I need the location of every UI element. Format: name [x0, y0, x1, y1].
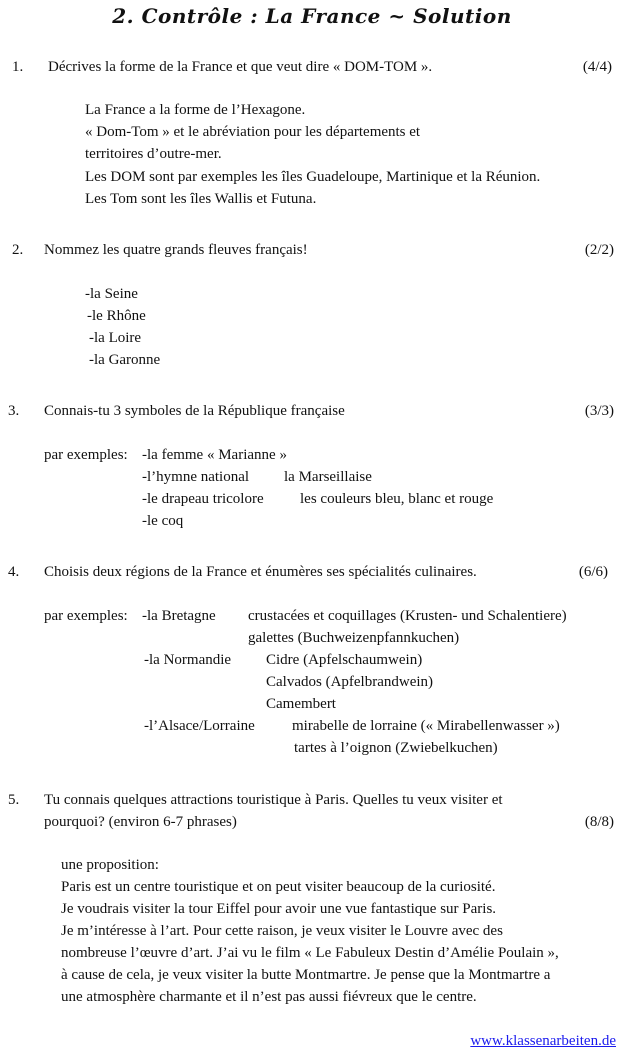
answer-line: une atmosphère charmante et il n’est pas aussi fiévreux que le centre. [61, 989, 477, 1005]
answer-line: Paris est un centre touristique et on peut visiter beaucoup de la curiosité. [61, 879, 496, 895]
answer-line: une proposition: [61, 857, 159, 873]
region-item: Calvados (Apfelbrandwein) [266, 674, 434, 690]
answer-line: Les Tom sont les îles Wallis et Futuna. [85, 191, 317, 207]
symbol-label: -la femme « Marianne » [142, 447, 287, 463]
region-item: tartes à l’oignon (Zwiebelkuchen) [294, 740, 498, 756]
answer-line: -la Garonne [89, 352, 161, 368]
question-points: (3/3) [584, 403, 614, 419]
answer-line: nombreuse l’œuvre d’art. J’ai vu le film « Le Fabuleux Destin d’Amélie Poulain », [61, 945, 559, 961]
symbol-detail: la Marseillaise [284, 469, 372, 485]
answer-line: « Dom-Tom » et le abréviation pour les départements et [85, 124, 421, 140]
page-title: 2. Contrôle : La France ~ Solution [112, 4, 512, 28]
examples-intro: par exemples: [44, 608, 128, 624]
region-item: Cidre (Apfelschaumwein) [266, 652, 423, 668]
question-text: Tu connais quelques attractions touristique à Paris. Quelles tu veux visiter et [44, 792, 503, 808]
question-text: Connais-tu 3 symboles de la République française [44, 403, 345, 419]
region-name: -l’Alsace/Lorraine [144, 718, 255, 734]
region-item: mirabelle de lorraine (« Mirabellenwasser ») [292, 718, 560, 734]
question-text: Nommez les quatre grands fleuves français! [44, 242, 308, 258]
examples-intro: par exemples: [44, 447, 128, 463]
question-text: pourquoi? (environ 6-7 phrases) [44, 814, 237, 830]
answer-line: -le Rhône [87, 308, 146, 324]
region-item: galettes (Buchweizenpfannkuchen) [248, 630, 460, 646]
region-name: -la Bretagne [142, 608, 216, 624]
answer-line: La France a la forme de l’Hexagone. [85, 102, 306, 118]
answer-line: à cause de cela, je veux visiter la butte Montmartre. Je pense que la Montmartre a [61, 967, 551, 983]
question-points: (2/2) [584, 242, 614, 258]
question-number: 5. [8, 792, 20, 808]
symbol-label: -l’hymne national [142, 469, 250, 485]
question-number: 4. [8, 564, 20, 580]
question-points: (6/6) [578, 564, 608, 580]
answer-line: Je m’intéresse à l’art. Pour cette raison, je veux visiter le Louvre avec des [61, 923, 503, 939]
region-name: -la Normandie [144, 652, 232, 668]
symbol-label: -le drapeau tricolore [142, 491, 264, 507]
region-item: crustacées et coquillages (Krusten- und Schalentiere) [248, 608, 567, 624]
answer-line: -la Seine [85, 286, 138, 302]
answer-line: Je voudrais visiter la tour Eiffel pour avoir une vue fantastique sur Paris. [61, 901, 497, 917]
answer-line: territoires d’outre-mer. [85, 146, 222, 162]
question-points: (8/8) [584, 814, 614, 830]
answer-line: -la Loire [89, 330, 142, 346]
question-number: 3. [8, 403, 20, 419]
symbol-label: -le coq [142, 513, 184, 529]
question-number: 1. [12, 59, 24, 75]
question-text: Choisis deux régions de la France et énumères ses spécialités culinaires. [44, 564, 477, 580]
question-points: (4/4) [582, 59, 612, 75]
question-number: 2. [12, 242, 24, 258]
region-item: Camembert [266, 696, 336, 712]
symbol-detail: les couleurs bleu, blanc et rouge [300, 491, 494, 507]
answer-line: Les DOM sont par exemples les îles Guadeloupe, Martinique et la Réunion. [85, 169, 541, 185]
footer-link[interactable]: www.klassenarbeiten.de [470, 1033, 616, 1049]
question-text: Décrives la forme de la France et que veut dire « DOM-TOM ». [48, 59, 433, 75]
